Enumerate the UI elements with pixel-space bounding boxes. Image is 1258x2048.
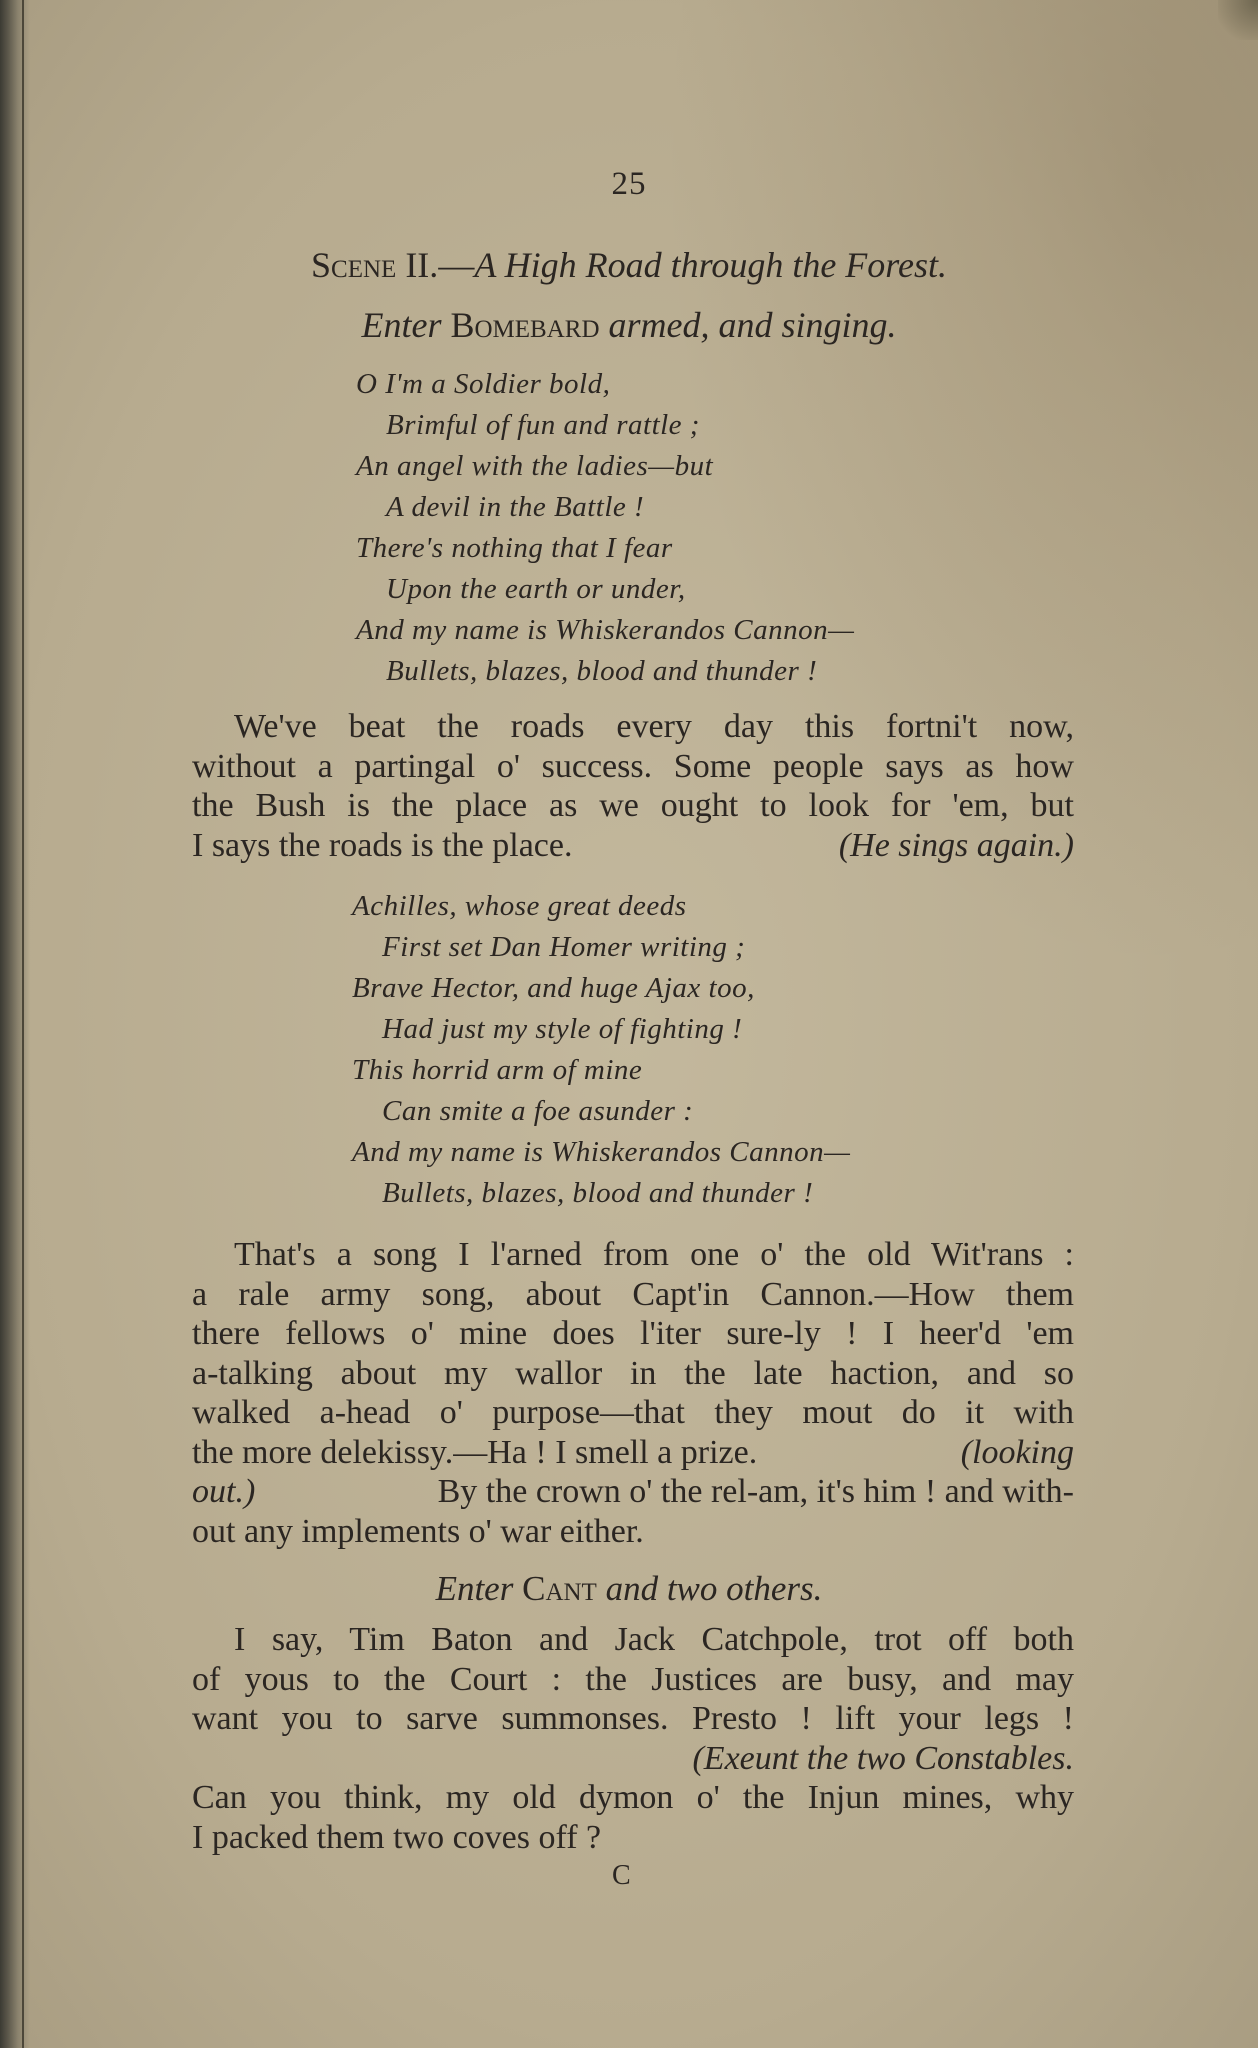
prose-line: I packed them two coves off ?: [192, 1818, 602, 1856]
prose-text: I says the roads is the place.: [192, 826, 573, 864]
enter-word: Enter: [435, 1569, 514, 1608]
verse-line: And my name is Whiskerandos Cannon—: [356, 614, 855, 646]
prose-line: That's a song I l'arned from one o' the old Wit'rans :: [234, 1236, 1074, 1273]
stage-direction: (He sings again.): [838, 826, 1074, 864]
verse-line: Brimful of fun and rattle ;: [386, 409, 700, 441]
scene-dash: —: [438, 245, 475, 285]
verse-line: There's nothing that I fear: [356, 532, 673, 564]
scene-label: Scene II.: [311, 245, 439, 285]
prose-line: a rale army song, about Capt'in Cannon.—How them: [192, 1275, 1074, 1313]
verse-line: O I'm a Soldier bold,: [356, 368, 611, 400]
prose-line: out any implements o' war either.: [192, 1512, 644, 1550]
prose-text: the more delekissy.—Ha ! I smell a prize.: [192, 1433, 758, 1471]
verse-line: A devil in the Battle !: [386, 491, 645, 523]
verse-line: Brave Hector, and huge Ajax too,: [352, 972, 755, 1004]
prose-line: [192, 1472, 1074, 1512]
song-verse-2: [352, 886, 850, 1214]
verse-line: Bullets, blazes, blood and thunder !: [382, 1177, 814, 1209]
verse-line: Had just my style of fighting !: [382, 1013, 743, 1045]
prose-text: By the crown o' the rel-am, it's him ! and with-: [437, 1473, 1074, 1510]
verse-line: Can smite a foe asunder :: [382, 1095, 694, 1127]
verse-line: This horrid arm of mine: [352, 1054, 643, 1086]
prose-line: I say, Tim Baton and Jack Catchpole, trot off both: [234, 1621, 1074, 1658]
prose-line: [192, 826, 1074, 866]
stage-direction: out.): [192, 1473, 256, 1510]
verse-line: Bullets, blazes, blood and thunder !: [386, 655, 818, 687]
prose-line: [192, 1433, 1074, 1473]
prose-line: there fellows o' mine does l'iter sure-ly ! I heer'd 'em: [192, 1315, 1074, 1352]
stage-direction-enter-cant: [0, 1569, 1258, 1609]
character-name: Bomebard: [450, 305, 600, 345]
prose-line: of yous to the Court : the Justices are busy, and may: [192, 1660, 1074, 1698]
speech-paragraph-2: [192, 1235, 1074, 1551]
stage-direction-exeunt: (Exeunt the two Constables.: [692, 1740, 1074, 1777]
prose-line: Can you think, my old dymon o' the Injun mines, why: [192, 1779, 1074, 1816]
direction-rest: and two others.: [605, 1569, 823, 1608]
prose-line: the Bush is the place as we ought to look for 'em, but: [192, 787, 1074, 824]
enter-word: Enter: [361, 305, 442, 345]
prose-line: without a partingal o' success. Some people says as how: [192, 747, 1074, 785]
song-verse-1: [356, 364, 854, 692]
speech-paragraph-1: [192, 707, 1074, 865]
stage-direction-enter-bomebard: [0, 304, 1258, 346]
scene-setting: A High Road through the Forest.: [474, 245, 947, 285]
verse-line: An angel with the ladies—but: [356, 450, 714, 482]
verse-line: And my name is Whiskerandos Cannon—: [352, 1136, 851, 1168]
character-name: Cant: [522, 1569, 597, 1608]
page-number: 25: [611, 166, 647, 202]
page-corner-stain: [1218, 0, 1258, 40]
scene-heading: [0, 244, 1258, 286]
speech-paragraph-4: [192, 1778, 1074, 1857]
prose-line: want you to sarve summonses. Presto ! lift your legs !: [192, 1700, 1074, 1737]
signature-mark: C: [612, 1860, 631, 1891]
prose-line: We've beat the roads every day this fortni't now,: [234, 708, 1074, 745]
verse-line: First set Dan Homer writing ;: [382, 931, 746, 963]
speech-paragraph-3: [192, 1620, 1074, 1739]
prose-line: a-talking about my wallor in the late haction, and so: [192, 1354, 1074, 1392]
direction-rest: armed, and singing.: [608, 305, 897, 345]
verse-line: Upon the earth or under,: [386, 573, 686, 605]
stage-direction: (looking: [960, 1433, 1074, 1471]
verse-line: Achilles, whose great deeds: [352, 890, 687, 922]
prose-line: walked a-head o' purpose—that they mout do it with: [192, 1394, 1074, 1431]
